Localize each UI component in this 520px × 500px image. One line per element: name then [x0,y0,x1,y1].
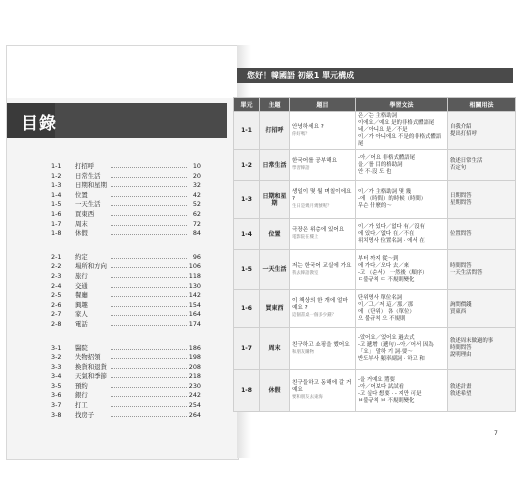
usage-point: 日期問答 [450,192,472,199]
toc-item[interactable] [51,310,201,320]
toc-item-leader [111,277,187,278]
grammar-point: 반도부사 頻率副詞 ‧ 하고 和 [358,355,425,362]
toc-item-name: 興趣 [75,300,88,309]
usage-point: 自我介紹 [450,123,472,130]
header-unit: 單元 [234,98,260,112]
toc-item-number: 2-5 [51,291,62,300]
grammar-point: -고 싶다 想要 ‧ - 지만 可是 [358,390,422,397]
usage-point: 敘述周末做過的事 [450,338,494,344]
title-korean: 친구들하고 동해에 갈 거예요 [292,380,352,393]
grammar-point: 을／를 目的格助詞 [358,161,403,168]
grammar-cell [356,219,448,250]
unit-cell: 1-2 [234,150,260,181]
grammar-point: 에 가다／오다 去／來 [358,262,410,269]
grammar-point: 이에요／예요 是的非格式體語尾 [358,120,435,126]
toc-item[interactable] [51,200,201,210]
title-korean: 이 책상의 한 개에 얼마예요 ? [292,298,348,311]
toc-item-number: 3-4 [51,372,62,381]
topic-cell: 打招呼 [260,112,290,150]
grammar-point: 안 不‧沒 도 也 [358,168,392,175]
toc-item-page: 130 [188,281,201,290]
toc-item-number: 1-1 [51,162,62,170]
grammar-point: 「요」 말하 기 詞‧要～ [358,348,413,355]
toc-item-name: 約定 [75,252,88,261]
toc-item-page: 52 [192,200,201,209]
title-translation: 生日是幾月幾號呢？ [292,204,332,209]
title-korean: 극장은 위층에 있어요 [292,227,345,233]
title-korean: 생일이 몇 월 며칠이에요 ? [292,189,352,202]
toc-item-number: 1-8 [51,229,62,238]
unit-cell: 1-4 [234,219,260,250]
toc-item-page: 42 [192,190,201,199]
toc-item-name: 預約 [75,381,88,390]
units-table-body [234,112,516,412]
unit-cell: 1-5 [234,250,260,290]
grammar-cell [356,181,448,219]
toc-page [6,45,239,460]
unit-cell: 1-7 [234,328,260,370]
toc-item-name: 電話 [75,319,88,328]
toc-item-leader [111,358,187,359]
toc-item[interactable] [51,401,201,411]
grammar-point: 은／는 主格助詞 [358,113,398,119]
toc-item-page: 254 [188,401,201,410]
grammar-point: 으 불규칙 으 不規則 [358,315,406,322]
units-table [233,97,516,412]
toc-item-number: 1-7 [51,219,62,228]
grammar-cell [356,150,448,181]
unit-cell: 1-6 [234,290,260,328]
toc-item-name: 一天生活 [75,200,101,209]
toc-item-name: 找房子 [75,410,95,419]
toc-item-leader [111,406,187,407]
toc-item-leader [111,315,187,316]
title-translation: 這個書桌一個多少錢？ [292,313,336,318]
title-korean: 안녕하세요 ? [292,123,324,130]
units-row [234,250,516,290]
units-row [234,181,516,219]
grammar-cell [356,328,448,370]
toc-group-gap [51,330,201,344]
toc-item-page: 218 [188,372,201,381]
title-cell [290,328,356,370]
toc-item-page: 242 [188,391,201,400]
units-row [234,370,516,412]
usage-point: 敘述計畫 [450,383,472,390]
toc-item-page: 154 [188,300,201,309]
toc-item-leader [111,234,187,235]
toc-item-leader [111,387,187,388]
toc-item-name: 位置 [75,190,88,199]
usage-cell [448,290,516,328]
toc-item[interactable] [51,320,201,330]
toc-item-leader [111,167,187,168]
toc-item-number: 3-1 [51,343,62,352]
topic-cell: 一天生活 [260,250,290,290]
toc-item-name: 餐廳 [75,291,88,300]
toc-item-leader [111,349,187,350]
topic-cell: 周末 [260,328,290,370]
toc-item-leader [111,325,187,326]
toc-item-page: 10 [192,162,201,170]
toc-item-number: 3-8 [51,410,62,419]
title-translation: 你好嗎？ [292,131,310,137]
title-cell [290,250,356,290]
toc-item-name: 交通 [75,281,88,290]
title-cell [290,219,356,250]
grammar-point: -을 거예요 將要 [358,376,395,383]
usage-cell [448,250,516,290]
toc-item[interactable] [51,411,201,421]
title-cell [290,181,356,219]
toc-item[interactable] [51,291,201,301]
usage-point: 敘述希望 [450,390,472,397]
toc-item-leader [111,416,187,417]
topic-cell: 日期和星期 [260,181,290,219]
toc-item-leader [111,368,187,369]
toc-item-page: 198 [188,353,201,362]
toc-item-name: 銀行 [75,391,88,400]
toc-item-name: 醫院 [75,343,88,352]
title-cell [290,370,356,412]
toc-item[interactable] [51,210,201,220]
topic-cell: 日常生活 [260,150,290,181]
grammar-cell [356,370,448,412]
toc-item-number: 2-8 [51,319,62,328]
toc-item-number: 3-3 [51,362,62,371]
toc-item-number: 3-7 [51,401,62,410]
toc-item-page: 20 [192,171,201,180]
units-row [234,328,516,370]
usage-point: 提出打招呼 [450,130,477,137]
title-cell [290,150,356,181]
title-translation: 學習韓語 [292,166,310,171]
title-korean: 한국어를 공부해요 [292,158,338,164]
grammar-point: 이／가 있다／없다 有／沒有 [358,223,426,230]
grammar-point: 에 （단위） 各（單位） [358,308,415,315]
toc-item-leader [111,258,187,259]
toc-item-page: 186 [188,343,201,352]
units-row [234,112,516,150]
unit-cell: 1-3 [234,181,260,219]
toc-item-leader [111,177,187,178]
toc-item[interactable] [51,162,201,172]
toc-item-page: 106 [188,262,201,271]
usage-cell [448,112,516,150]
toc-item-number: 2-3 [51,271,62,280]
toc-item-page: 118 [188,271,201,280]
toc-item[interactable] [51,272,201,282]
units-table-header-row [234,98,516,112]
units-banner [237,68,513,83]
toc-item-page: 174 [188,319,201,328]
toc-item[interactable] [51,282,201,292]
grammar-point: -았어요／었어요 過去式 [358,334,415,341]
toc-item-number: 3-6 [51,391,62,400]
units-page [240,45,513,458]
usage-cell [448,219,516,250]
toc-item-page: 164 [188,310,201,319]
toc-item[interactable] [51,253,201,263]
usage-point: 星期問答 [450,199,472,206]
toc-item-name: 天氣和季節 [75,372,107,381]
toc-item-page: 208 [188,362,201,371]
unit-cell: 1-8 [234,370,260,412]
title-cell [290,290,356,328]
grammar-cell [356,250,448,290]
toc-list [51,162,201,420]
unit-cell: 1-1 [234,112,260,150]
grammar-point: 부터 까지 從～到 [358,255,399,262]
toc-item[interactable] [51,191,201,201]
toc-item-name: 打招呼 [75,162,95,170]
toc-item[interactable] [51,391,201,401]
toc-item-page: 264 [188,410,201,419]
usage-point: 位置問答 [450,230,472,237]
grammar-point: 이／가 主格助詞 몇 幾 [358,189,412,195]
toc-item[interactable] [51,229,201,239]
units-row [234,219,516,250]
toc-page-top [7,46,238,98]
units-row [234,150,516,181]
toc-item-name: 休假 [75,229,88,238]
topic-cell: 休假 [260,370,290,412]
grammar-cell [356,290,448,328]
toc-item-number: 2-6 [51,300,62,309]
toc-group-gap [51,239,201,253]
toc-item-page: 32 [192,181,201,190]
toc-item-number: 2-1 [51,252,62,261]
toc-item-number: 1-2 [51,171,62,180]
grammar-cell [356,112,448,150]
grammar-point: -고 遞增（遞句）‧-아／어서 因為 [358,341,434,348]
title-cell [290,112,356,150]
toc-item-leader [111,396,187,397]
topic-cell: 位置 [260,219,290,250]
usage-point: 時間問答 [450,345,472,351]
usage-point: 說明理由 [450,352,472,358]
toc-item-name: 旅行 [75,271,88,280]
toc-item-page: 96 [192,252,201,261]
toc-item-number: 2-7 [51,310,62,319]
toc-item-leader [111,306,187,307]
toc-item[interactable] [51,181,201,191]
usage-point: 買東西 [450,308,467,315]
usage-point: 敘述日常生活 [450,158,483,164]
toc-item[interactable] [51,363,201,373]
grammar-point: 위치명사 位置名詞 ‧ 에서 在 [358,237,425,244]
toc-item-name: 失物招領 [75,353,101,362]
toc-item-number: 1-3 [51,181,62,190]
toc-item-leader [111,287,187,288]
grammar-point: -에 （時間）的時候（時間） [358,196,427,202]
toc-item[interactable] [51,262,201,272]
toc-item-number: 2-4 [51,281,62,290]
toc-item-name: 日常生活 [75,171,101,180]
toc-item-leader [111,186,187,187]
toc-item[interactable] [51,382,201,392]
toc-item-name: 打工 [75,401,88,410]
toc-item-leader [111,196,187,197]
grammar-point: 단위명사 單位名詞 [358,294,403,301]
toc-item-name: 日期和星期 [75,181,107,190]
title-translation: 我去韓語教室 [292,270,319,276]
units-banner-title: 您好！韓國語 初級1 單元構成 [247,71,355,80]
header-grammar: 學習文法 [356,98,448,112]
title-korean: 저는 한국어 교실에 가요 [292,262,352,269]
usage-cell [448,150,516,181]
title-translation: 和朋友購物 [292,349,314,355]
toc-item-page: 84 [192,229,201,238]
grammar-point: -아／어요 非格式體語尾 [358,154,416,161]
toc-title: 目錄 [21,114,57,134]
toc-item-number: 1-4 [51,190,62,199]
toc-item-name: 家人 [75,310,88,319]
toc-item-page: 62 [192,209,201,218]
usage-cell [448,328,516,370]
toc-item-number: 3-2 [51,353,62,362]
toc-item-name: 換貨和退貨 [75,362,107,371]
toc-item-page: 72 [192,219,201,228]
usage-cell [448,370,516,412]
toc-header [7,103,227,138]
toc-item-number: 1-5 [51,200,62,209]
header-topic: 主題 [260,98,290,112]
toc-item[interactable] [51,172,201,182]
grammar-point: 네／아니요 是／不是 [358,127,408,133]
grammar-point: 이／가 아니에요 不是的非格式體語尾 [358,134,442,147]
toc-item-leader [111,225,187,226]
toc-item-leader [111,215,187,216]
toc-item-number: 3-5 [51,381,62,390]
toc-item-page: 142 [188,291,201,300]
toc-item-leader [111,205,187,206]
title-translation: 電影院在樓上 [292,235,319,240]
toc-item[interactable] [51,220,201,230]
header-usage: 相關用法 [448,98,516,112]
toc-item[interactable] [51,301,201,311]
toc-item-page: 230 [188,381,201,390]
toc-item-number: 1-6 [51,209,62,218]
toc-item-name: 場所和方向 [75,262,107,271]
grammar-point: ㄷ불규칙 ㄷ 不規則變化 [358,276,415,283]
topic-cell: 買東西 [260,290,290,328]
title-korean: 친구하고 쇼핑을 했어요 [292,341,350,348]
grammar-point: 무슨 什麼的～ [358,203,392,209]
grammar-point: ㅂ불규칙 ㅂ 不規則變化 [358,397,415,404]
toc-item[interactable] [51,353,201,363]
header-title: 題目 [290,98,356,112]
usage-point: 一天生活問答 [450,269,483,276]
title-translation: 要和朋友去東海 [292,395,323,400]
grammar-point: -고 （순서） 一然後（順序） [358,269,428,276]
toc-item-name: 買東西 [75,209,95,218]
grammar-point: -아／어보다 試試看 [358,383,405,390]
page-number: 7 [494,430,498,437]
toc-item-name: 周末 [75,219,88,228]
usage-point: 否定句 [450,165,467,171]
usage-cell [448,181,516,219]
usage-point: 時間問答 [450,262,472,269]
grammar-point: 에 있다／없다 在／不在 [358,230,415,237]
toc-item[interactable] [51,344,201,354]
toc-item[interactable] [51,372,201,382]
toc-item-leader [111,296,187,297]
grammar-point: 이／그／저 這／那／那 [358,301,414,308]
toc-item-number: 2-2 [51,262,62,271]
toc-item-leader [111,267,187,268]
units-row [234,290,516,328]
usage-point: 詢問價錢 [450,301,472,308]
toc-item-leader [111,377,187,378]
